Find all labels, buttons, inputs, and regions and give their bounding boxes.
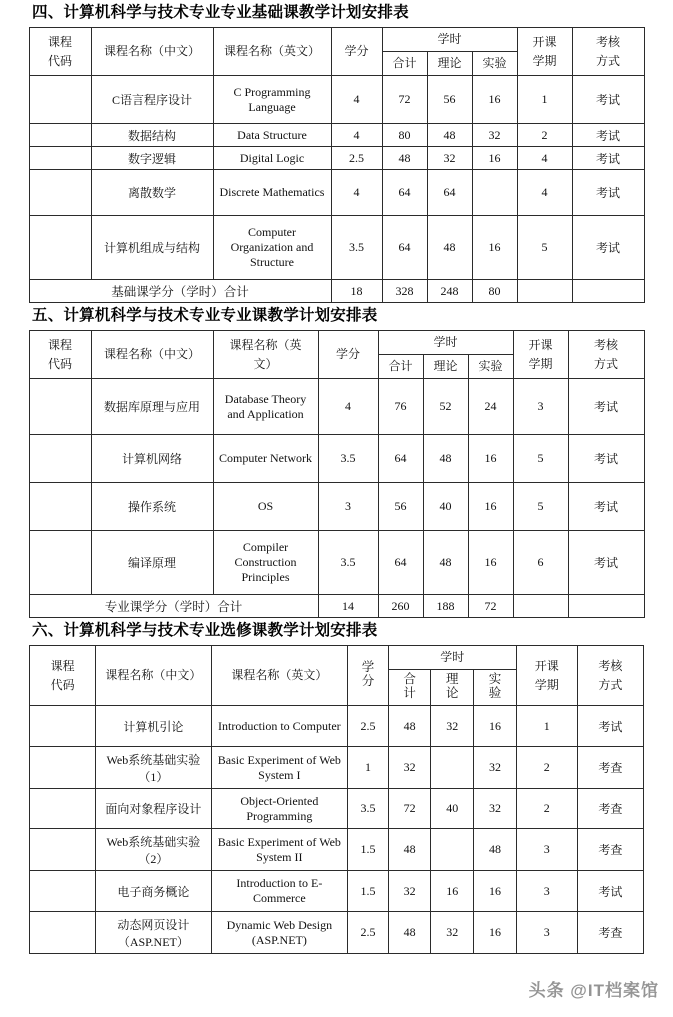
col-header-hours: 学时	[382, 28, 517, 52]
cell-assess: 考试	[572, 147, 644, 170]
cell-hours-total: 32	[388, 747, 431, 789]
cell-term: 5	[513, 483, 568, 531]
section-basic-courses	[18, 0, 655, 303]
cell-hours-total: 72	[388, 789, 431, 829]
table-total-row	[29, 595, 644, 618]
cell-total-assess	[568, 595, 644, 618]
col-header-hours-total	[388, 670, 431, 706]
col-header-assess-line1: 考核	[593, 337, 618, 352]
section-major-courses	[18, 303, 655, 618]
cell-total-label: 基础课学分（学时）合计	[29, 280, 331, 303]
cell-hours-lab: 48	[474, 829, 517, 871]
table-row	[29, 170, 644, 216]
cell-hours-total: 64	[382, 170, 427, 216]
cell-code	[30, 912, 96, 954]
table-header-row	[29, 331, 644, 355]
cell-hours-total: 80	[382, 124, 427, 147]
cell-total-credits: 14	[318, 595, 378, 618]
col-header-credits-char2: 分	[361, 674, 375, 688]
table-header-row	[30, 646, 644, 670]
cell-name-en: Database Theory and Application	[213, 379, 318, 435]
cell-code	[29, 76, 91, 124]
cell-hours-total: 48	[388, 706, 431, 747]
cell-credits: 3	[318, 483, 378, 531]
cell-name-cn: 离散数学	[91, 170, 213, 216]
col-header-theory-char2: 论	[446, 686, 459, 700]
cell-assess: 考试	[577, 871, 643, 912]
cell-hours-lab: 16	[468, 483, 513, 531]
cell-hours-lab: 16	[474, 912, 517, 954]
cell-term: 5	[513, 435, 568, 483]
cell-name-cn: C语言程序设计	[91, 76, 213, 124]
col-header-credits: 学分	[331, 28, 382, 76]
cell-name-en: Compiler Construction Principles	[213, 531, 318, 595]
cell-hours-theory: 48	[427, 216, 472, 280]
col-header-name-en: 课程名称（英文）	[211, 646, 348, 706]
cell-name-cn: 计算机网络	[91, 435, 213, 483]
section-title-elective-courses: 六、计算机科学与技术专业选修课教学计划安排表	[32, 622, 378, 639]
table-total-row	[29, 280, 644, 303]
table-row	[29, 435, 644, 483]
cell-hours-lab: 16	[468, 435, 513, 483]
cell-hours-lab: 24	[468, 379, 513, 435]
col-header-code-line1: 课程	[50, 658, 75, 673]
cell-term: 2	[517, 124, 572, 147]
col-header-code-line2: 代码	[47, 356, 72, 371]
col-header-total-char2: 计	[403, 686, 416, 700]
cell-name-cn: Web系统基础实验（2）	[96, 829, 211, 871]
cell-code	[29, 379, 91, 435]
cell-hours-theory: 56	[427, 76, 472, 124]
cell-credits: 3.5	[318, 435, 378, 483]
col-header-code-line1: 课程	[47, 34, 72, 49]
col-header-assess	[577, 646, 643, 706]
cell-hours-theory	[431, 829, 474, 871]
cell-total-hours: 328	[382, 280, 427, 303]
cell-name-en: Object-Oriented Programming	[211, 789, 348, 829]
cell-name-cn: 数字逻辑	[91, 147, 213, 170]
table-row	[29, 124, 644, 147]
col-header-code-line2: 代码	[47, 53, 72, 68]
cell-name-cn: 数据结构	[91, 124, 213, 147]
cell-hours-total: 56	[378, 483, 423, 531]
col-header-code-line1: 课程	[47, 337, 72, 352]
cell-hours-lab: 16	[468, 531, 513, 595]
cell-credits: 4	[318, 379, 378, 435]
cell-assess: 考试	[572, 170, 644, 216]
cell-hours-total: 48	[388, 829, 431, 871]
watermark: 头条 @IT档案馆	[528, 981, 659, 1000]
cell-hours-lab: 32	[474, 789, 517, 829]
cell-code	[29, 124, 91, 147]
table-header-row	[29, 28, 644, 52]
cell-term: 3	[516, 871, 577, 912]
col-header-assess-line2: 方式	[595, 53, 620, 68]
cell-credits: 3.5	[318, 531, 378, 595]
cell-hours-theory: 64	[427, 170, 472, 216]
cell-total-credits: 18	[331, 280, 382, 303]
cell-hours-theory: 32	[427, 147, 472, 170]
cell-term: 4	[517, 170, 572, 216]
cell-hours-lab: 16	[472, 147, 517, 170]
cell-term: 2	[516, 747, 577, 789]
cell-term: 1	[516, 706, 577, 747]
cell-assess: 考试	[577, 706, 643, 747]
cell-name-en: Computer Organization and Structure	[213, 216, 331, 280]
cell-hours-theory: 32	[431, 912, 474, 954]
col-header-term	[517, 28, 572, 76]
cell-hours-total: 64	[378, 435, 423, 483]
cell-total-lab: 80	[472, 280, 517, 303]
col-header-code	[29, 28, 91, 76]
col-header-hours-lab-vertical	[489, 672, 502, 700]
cell-code	[29, 531, 91, 595]
cell-hours-theory: 48	[423, 435, 468, 483]
cell-term: 5	[517, 216, 572, 280]
col-header-assess-line1: 考核	[598, 658, 623, 673]
cell-hours-lab: 32	[474, 747, 517, 789]
cell-credits: 4	[331, 124, 382, 147]
col-header-term-line2: 学期	[528, 356, 553, 371]
cell-total-theory: 188	[423, 595, 468, 618]
cell-name-en: Introduction to Computer	[211, 706, 348, 747]
cell-assess: 考查	[577, 789, 643, 829]
cell-term: 6	[513, 531, 568, 595]
cell-hours-total: 64	[378, 531, 423, 595]
cell-code	[29, 170, 91, 216]
cell-hours-total: 48	[382, 147, 427, 170]
col-header-assess-line1: 考核	[595, 34, 620, 49]
col-header-assess	[572, 28, 644, 76]
cell-hours-lab	[472, 170, 517, 216]
cell-name-cn: 操作系统	[91, 483, 213, 531]
col-header-term	[516, 646, 577, 706]
col-header-theory-char1: 理	[446, 672, 459, 686]
cell-name-cn: 电子商务概论	[96, 871, 211, 912]
table-row	[29, 379, 644, 435]
cell-credits: 1.5	[348, 829, 389, 871]
cell-name-en: Discrete Mathematics	[213, 170, 331, 216]
cell-term: 4	[517, 147, 572, 170]
cell-hours-theory: 16	[431, 871, 474, 912]
table-row	[30, 912, 644, 954]
cell-assess: 考查	[577, 747, 643, 789]
cell-total-term	[513, 595, 568, 618]
col-header-code	[29, 331, 91, 379]
cell-credits: 1.5	[348, 871, 389, 912]
cell-assess: 考试	[568, 483, 644, 531]
col-header-lab-char2: 验	[488, 686, 502, 700]
cell-hours-theory: 48	[427, 124, 472, 147]
cell-assess: 考试	[568, 379, 644, 435]
cell-code	[29, 435, 91, 483]
cell-assess: 考试	[572, 124, 644, 147]
cell-code	[30, 829, 96, 871]
cell-name-en: C Programming Language	[213, 76, 331, 124]
cell-assess: 考查	[577, 912, 643, 954]
table-elective-courses	[29, 645, 644, 954]
cell-hours-total: 64	[382, 216, 427, 280]
cell-name-cn: 动态网页设计（ASP.NET）	[96, 912, 211, 954]
col-header-credits: 学分	[318, 331, 378, 379]
col-header-term-line1: 开课	[528, 337, 553, 352]
cell-credits: 2.5	[331, 147, 382, 170]
cell-term: 2	[516, 789, 577, 829]
col-header-name-cn: 课程名称（中文）	[96, 646, 211, 706]
cell-hours-lab: 32	[472, 124, 517, 147]
cell-name-en: OS	[213, 483, 318, 531]
cell-total-lab: 72	[468, 595, 513, 618]
cell-assess: 考查	[577, 829, 643, 871]
col-header-credits	[348, 646, 389, 706]
cell-hours-theory: 48	[423, 531, 468, 595]
cell-total-label: 专业课学分（学时）合计	[29, 595, 318, 618]
col-header-total-char1: 合	[403, 672, 416, 686]
cell-name-en: Dynamic Web Design (ASP.NET)	[211, 912, 348, 954]
cell-name-en: Digital Logic	[213, 147, 331, 170]
col-header-assess	[568, 331, 644, 379]
cell-name-en: Basic Experiment of Web System II	[211, 829, 348, 871]
col-header-term-line2: 学期	[532, 53, 557, 68]
cell-name-en: Computer Network	[213, 435, 318, 483]
table-row	[30, 789, 644, 829]
col-header-code-line2: 代码	[50, 677, 75, 692]
cell-hours-theory: 32	[431, 706, 474, 747]
cell-name-en: Data Structure	[213, 124, 331, 147]
section-title-major-courses: 五、计算机科学与技术专业专业课教学计划安排表	[32, 307, 378, 324]
section-title-basic-courses: 四、计算机科学与技术专业专业基础课教学计划安排表	[32, 4, 409, 21]
cell-hours-theory: 40	[431, 789, 474, 829]
col-header-name-en: 课程名称（英文）	[213, 28, 331, 76]
col-header-term-line1: 开课	[534, 658, 559, 673]
col-header-hours-lab	[474, 670, 517, 706]
cell-credits: 1	[348, 747, 389, 789]
cell-hours-total: 76	[378, 379, 423, 435]
cell-name-en: Basic Experiment of Web System I	[211, 747, 348, 789]
table-row	[30, 829, 644, 871]
table-row	[29, 531, 644, 595]
cell-hours-lab: 16	[472, 76, 517, 124]
cell-name-cn: 编译原理	[91, 531, 213, 595]
col-header-name-cn: 课程名称（中文）	[91, 28, 213, 76]
table-row	[30, 871, 644, 912]
cell-credits: 4	[331, 76, 382, 124]
cell-assess: 考试	[572, 216, 644, 280]
cell-code	[29, 216, 91, 280]
col-header-hours-total-vertical	[403, 672, 416, 700]
col-header-hours-theory: 理论	[427, 52, 472, 76]
cell-term: 1	[517, 76, 572, 124]
cell-name-cn: 计算机组成与结构	[91, 216, 213, 280]
section-elective-courses	[18, 618, 655, 954]
col-header-term	[513, 331, 568, 379]
col-header-term-line2: 学期	[534, 677, 559, 692]
col-header-hours: 学时	[378, 331, 513, 355]
cell-name-cn: Web系统基础实验（1）	[96, 747, 211, 789]
cell-hours-lab: 16	[474, 871, 517, 912]
col-header-assess-line2: 方式	[598, 677, 623, 692]
cell-term: 3	[516, 912, 577, 954]
col-header-term-line1: 开课	[532, 34, 557, 49]
cell-code	[30, 747, 96, 789]
cell-hours-total: 72	[382, 76, 427, 124]
cell-hours-total: 48	[388, 912, 431, 954]
table-row	[30, 747, 644, 789]
cell-assess: 考试	[572, 76, 644, 124]
cell-term: 3	[513, 379, 568, 435]
cell-code	[29, 483, 91, 531]
table-row	[29, 216, 644, 280]
cell-total-assess	[572, 280, 644, 303]
cell-hours-theory: 52	[423, 379, 468, 435]
cell-name-cn: 数据库原理与应用	[91, 379, 213, 435]
cell-credits: 2.5	[348, 706, 389, 747]
col-header-hours: 学时	[388, 646, 516, 670]
cell-hours-total: 32	[388, 871, 431, 912]
cell-assess: 考试	[568, 531, 644, 595]
cell-total-hours: 260	[378, 595, 423, 618]
table-major-courses	[29, 330, 645, 618]
cell-credits: 2.5	[348, 912, 389, 954]
table-row	[30, 706, 644, 747]
table-row	[29, 483, 644, 531]
cell-credits: 4	[331, 170, 382, 216]
cell-hours-lab: 16	[474, 706, 517, 747]
table-row	[29, 147, 644, 170]
cell-code	[30, 789, 96, 829]
col-header-name-en-line2: 文）	[253, 356, 278, 371]
col-header-hours-theory: 理论	[423, 355, 468, 379]
cell-code	[30, 871, 96, 912]
table-row	[29, 76, 644, 124]
cell-code	[29, 147, 91, 170]
col-header-hours-theory	[431, 670, 474, 706]
col-header-hours-lab: 实验	[468, 355, 513, 379]
col-header-name-en-line1: 课程名称（英	[229, 337, 302, 352]
cell-name-en: Introduction to E-Commerce	[211, 871, 348, 912]
cell-term: 3	[516, 829, 577, 871]
col-header-code	[30, 646, 96, 706]
cell-credits: 3.5	[331, 216, 382, 280]
col-header-hours-total: 合计	[382, 52, 427, 76]
col-header-credits-char1: 学	[361, 660, 375, 674]
cell-total-theory: 248	[427, 280, 472, 303]
cell-name-cn: 面向对象程序设计	[96, 789, 211, 829]
cell-hours-theory: 40	[423, 483, 468, 531]
col-header-hours-lab: 实验	[472, 52, 517, 76]
cell-hours-lab: 16	[472, 216, 517, 280]
cell-credits: 3.5	[348, 789, 389, 829]
cell-assess: 考试	[568, 435, 644, 483]
col-header-credits-vertical	[362, 660, 375, 688]
cell-hours-theory	[431, 747, 474, 789]
col-header-assess-line2: 方式	[593, 356, 618, 371]
cell-total-term	[517, 280, 572, 303]
col-header-name-cn: 课程名称（中文）	[91, 331, 213, 379]
col-header-name-en	[213, 331, 318, 379]
cell-code	[30, 706, 96, 747]
col-header-hours-total: 合计	[378, 355, 423, 379]
cell-name-cn: 计算机引论	[96, 706, 211, 747]
col-header-lab-char1: 实	[488, 672, 502, 686]
table-basic-courses	[29, 27, 645, 303]
col-header-hours-theory-vertical	[446, 672, 459, 700]
